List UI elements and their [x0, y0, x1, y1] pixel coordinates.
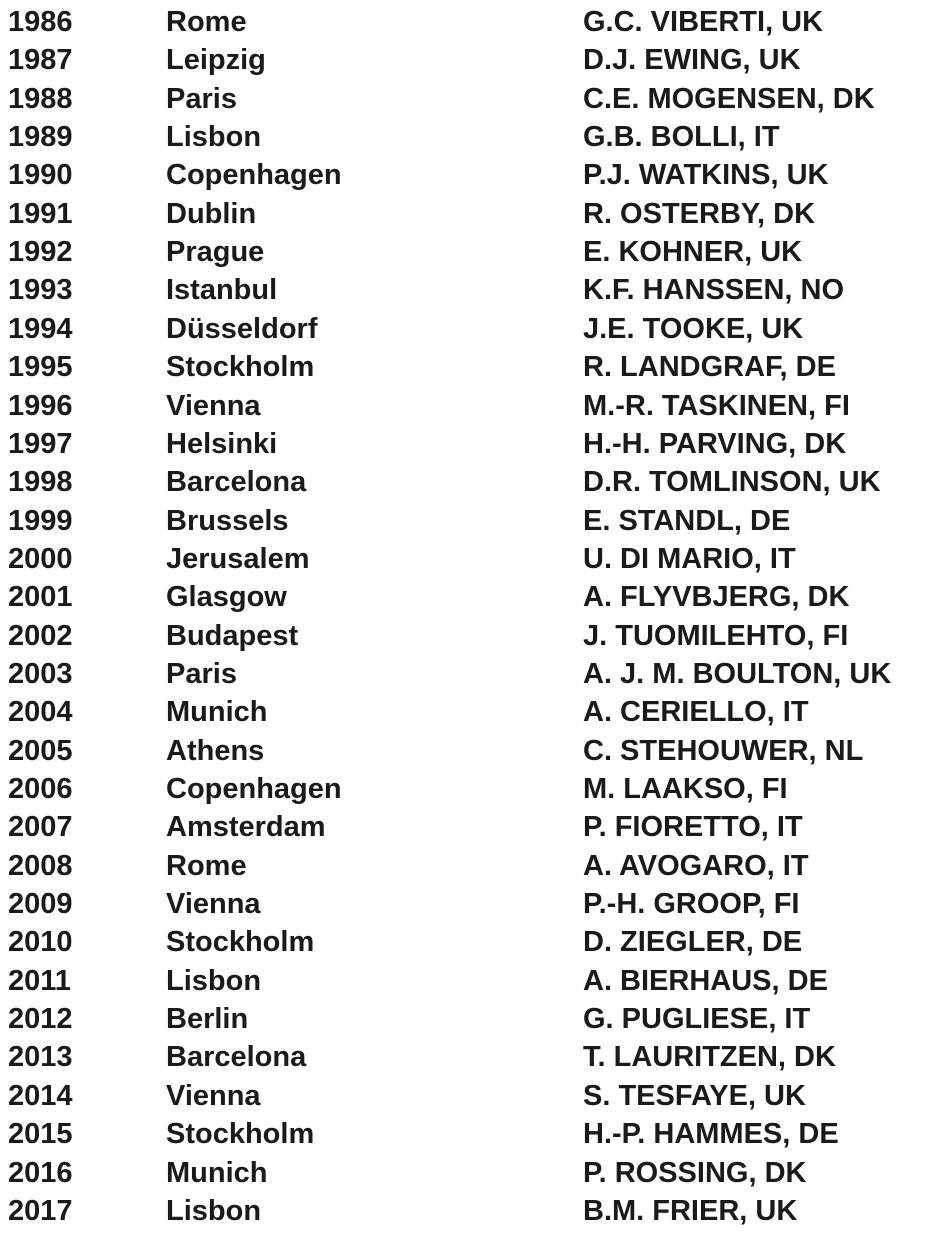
city-cell: Amsterdam	[166, 811, 326, 844]
person-cell: P. FIORETTO, IT	[583, 811, 803, 844]
city-cell: Vienna	[166, 1079, 261, 1112]
city-cell: Dublin	[166, 197, 257, 230]
table-row	[0, 962, 944, 1000]
year-cell: 2003	[8, 657, 73, 690]
person-cell: M. LAAKSO, FI	[583, 773, 788, 805]
year-cell: 2005	[8, 734, 73, 767]
city-cell: Paris	[166, 82, 237, 115]
table-row	[0, 1192, 944, 1230]
person-cell: J. TUOMILEHTO, FI	[583, 619, 849, 652]
city-cell: Berlin	[166, 1003, 249, 1036]
year-cell: 1992	[8, 236, 73, 269]
person-cell: G.C. VIBERTI, UK	[583, 6, 824, 38]
person-cell: P.J. WATKINS, UK	[583, 159, 829, 192]
city-cell: Leipzig	[166, 44, 266, 77]
city-cell: Budapest	[166, 619, 299, 652]
table-row	[0, 80, 944, 118]
person-cell: P.-H. GROOP, FI	[583, 888, 800, 921]
table-row	[0, 693, 944, 731]
year-cell: 2004	[8, 696, 73, 729]
person-cell: P. ROSSING, DK	[583, 1156, 807, 1189]
person-cell: B.M. FRIER, UK	[583, 1194, 798, 1227]
table-row	[0, 1115, 944, 1153]
city-cell: Copenhagen	[166, 773, 342, 805]
year-cell: 2002	[8, 619, 73, 652]
year-cell: 1989	[8, 121, 73, 154]
city-cell: Barcelona	[166, 1041, 307, 1074]
person-cell: D.J. EWING, UK	[583, 44, 801, 77]
person-cell: D.R. TOMLINSON, UK	[583, 466, 881, 499]
person-cell: H.-H. PARVING, DK	[583, 427, 847, 460]
city-cell: Paris	[166, 657, 237, 690]
city-cell: Rome	[166, 6, 247, 38]
year-cell: 1998	[8, 466, 73, 499]
person-cell: T. LAURITZEN, DK	[583, 1041, 836, 1074]
city-cell: Stockholm	[166, 1118, 315, 1151]
city-cell: Vienna	[166, 888, 261, 921]
table-row	[0, 118, 944, 156]
year-cell: 1995	[8, 351, 73, 384]
table-row	[0, 1000, 944, 1038]
table-row	[0, 1038, 944, 1076]
city-cell: Lisbon	[166, 1194, 262, 1227]
table-row	[0, 732, 944, 770]
person-cell: G.B. BOLLI, IT	[583, 121, 780, 154]
year-cell: 2014	[8, 1079, 73, 1112]
table-row	[0, 348, 944, 386]
table-row	[0, 3, 944, 41]
person-cell: C.E. MOGENSEN, DK	[583, 82, 875, 115]
year-cell: 1997	[8, 427, 73, 460]
year-cell: 2013	[8, 1041, 73, 1074]
person-cell: E. KOHNER, UK	[583, 236, 803, 269]
year-cell: 1986	[8, 6, 73, 38]
table-row	[0, 463, 944, 501]
year-cell: 2012	[8, 1003, 73, 1036]
table-row	[0, 195, 944, 233]
table-row	[0, 310, 944, 348]
city-cell: Istanbul	[166, 274, 278, 307]
year-cell: 1988	[8, 82, 73, 115]
year-cell: 2006	[8, 773, 73, 805]
table-row	[0, 156, 944, 194]
table-row	[0, 617, 944, 655]
year-cell: 1991	[8, 197, 73, 230]
city-cell: Vienna	[166, 389, 261, 422]
person-cell: A. FLYVBJERG, DK	[583, 581, 850, 614]
year-cell: 1990	[8, 159, 73, 192]
table-row	[0, 923, 944, 961]
person-cell: M.-R. TASKINEN, FI	[583, 389, 850, 422]
city-cell: Stockholm	[166, 351, 315, 384]
table-row	[0, 1154, 944, 1192]
table-row	[0, 808, 944, 846]
table-row	[0, 271, 944, 309]
table-row	[0, 233, 944, 271]
year-cell: 1987	[8, 44, 73, 77]
city-cell: Brussels	[166, 504, 289, 537]
year-cell: 2008	[8, 849, 73, 882]
table-row	[0, 578, 944, 616]
person-cell: D. ZIEGLER, DE	[583, 926, 803, 959]
table-row	[0, 425, 944, 463]
year-cell: 2010	[8, 926, 73, 959]
year-cell: 1999	[8, 504, 73, 537]
person-cell: R. LANDGRAF, DE	[583, 351, 836, 384]
person-cell: A. J. M. BOULTON, UK	[583, 657, 892, 690]
year-cell: 2011	[8, 964, 71, 997]
city-cell: Munich	[166, 696, 268, 729]
table-row	[0, 540, 944, 578]
person-cell: R. OSTERBY, DK	[583, 197, 816, 230]
person-cell: A. CERIELLO, IT	[583, 696, 809, 729]
city-cell: Stockholm	[166, 926, 315, 959]
year-cell: 2000	[8, 542, 73, 575]
city-cell: Copenhagen	[166, 159, 342, 192]
table-row	[0, 847, 944, 885]
table-row	[0, 502, 944, 540]
year-cell: 2016	[8, 1156, 73, 1189]
city-cell: Prague	[166, 236, 265, 269]
year-cell: 2009	[8, 888, 73, 921]
table-row	[0, 885, 944, 923]
person-cell: A. AVOGARO, IT	[583, 849, 809, 882]
person-cell: A. BIERHAUS, DE	[583, 964, 828, 997]
table-row	[0, 387, 944, 425]
city-cell: Helsinki	[166, 427, 278, 460]
city-cell: Munich	[166, 1156, 268, 1189]
person-cell: J.E. TOOKE, UK	[583, 312, 804, 345]
table-row	[0, 770, 944, 808]
city-cell: Lisbon	[166, 964, 262, 997]
year-cell: 1994	[8, 312, 73, 345]
person-cell: E. STANDL, DE	[583, 504, 791, 537]
city-cell: Jerusalem	[166, 542, 310, 575]
person-cell: H.-P. HAMMES, DE	[583, 1118, 839, 1151]
year-cell: 2007	[8, 811, 73, 844]
person-cell: S. TESFAYE, UK	[583, 1079, 806, 1112]
table-row	[0, 655, 944, 693]
table-row	[0, 1077, 944, 1115]
table-row	[0, 41, 944, 79]
person-cell: U. DI MARIO, IT	[583, 542, 796, 575]
city-cell: Rome	[166, 849, 247, 882]
city-cell: Lisbon	[166, 121, 262, 154]
city-cell: Glasgow	[166, 581, 287, 614]
city-cell: Athens	[166, 734, 265, 767]
year-cell: 2017	[8, 1194, 73, 1227]
city-cell: Barcelona	[166, 466, 307, 499]
person-cell: K.F. HANSSEN, NO	[583, 274, 845, 307]
year-cell: 1996	[8, 389, 73, 422]
year-cell: 2015	[8, 1118, 73, 1151]
year-cell: 1993	[8, 274, 73, 307]
city-cell: Düsseldorf	[166, 312, 318, 345]
year-cell: 2001	[8, 581, 73, 614]
person-cell: G. PUGLIESE, IT	[583, 1003, 811, 1036]
person-cell: C. STEHOUWER, NL	[583, 734, 864, 767]
